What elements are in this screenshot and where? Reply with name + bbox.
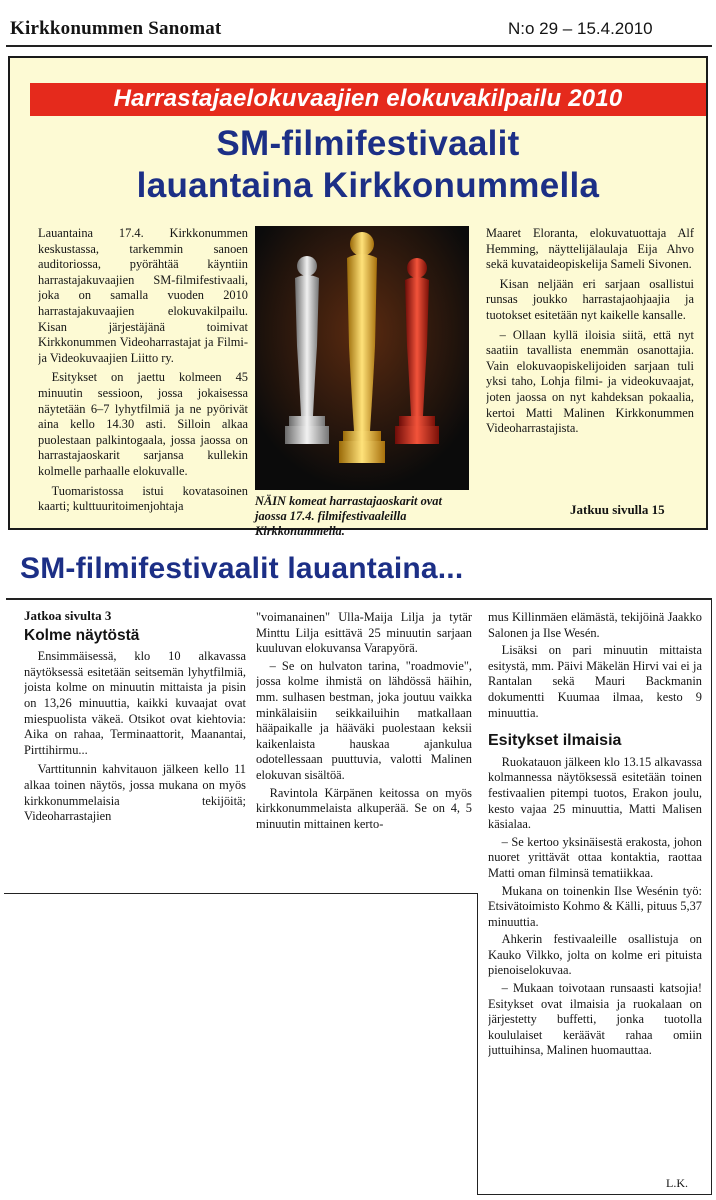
front-column-1 [38, 226, 248, 526]
continued-headline-bar [6, 546, 712, 600]
paragraph: Maaret Eloranta, elokuvatuottaja Alf Hemming, näyttelijälaulaja Eija Ahvo sekä kuvataideopiskelija Sameli Sivonen. [486, 226, 694, 272]
headline-line-2: lauantaina Kirkkonummella [136, 166, 600, 205]
paragraph: "voimanainen" Ulla-Maija Lilja ja tytär Minttu Lilja esittävä 25 minuutin sarjaan kuuluvan elokuvansa Varapyörä. [256, 610, 472, 656]
paragraph: Mukana on toinenkin Ilse Wesénin työ: Etsivätoimisto Kohmo & Källi, pituus 5,37 minuuttia. [488, 883, 702, 929]
paragraph: – Mukaan toivotaan runsaasti katsojia! Esitykset ovat ilmaisia ja ruokalaan on järjestetty buffetti, jonka tuotolla koululaiset keräävät rahaa omiin juttuihinsa, Malinen huomauttaa. [488, 981, 702, 1058]
paragraph: Ruokatauon jälkeen klo 13.15 alkavassa kolmannessa näytöksessä esitetään toinen festivaalien pitempi tuotos, Erakon joulu, kesto vajaa 25 minuuttia, Matti Malisen käsialaa. [488, 754, 702, 832]
cut-rule-horizontal [4, 893, 478, 894]
kicker-banner [30, 83, 706, 116]
paragraph: – Ollaan kyllä iloisia siitä, että nyt saatiin tavallista enemmän osanottajia. Vain elokuvaopiskelijoiden sarjaan tuli yksi taho, Lohja filmi- ja videokuvaajat, joten jaossa on nyt kahdeksan pokaalia, kertoi Matti Malinen Kirkkonummen Videoharrastajista. [486, 327, 694, 436]
continued-column-3 [488, 610, 702, 1170]
masthead-rule [6, 45, 712, 47]
masthead [0, 0, 716, 48]
subhead-esitykset-ilmaisia: Esitykset ilmaisia [488, 732, 622, 750]
front-column-3 [486, 226, 694, 490]
cut-rule-right [711, 598, 712, 1195]
paragraph: Ahkerin festivaaleille osallistuja on Kauko Vilkko, jolta on kolme eri pituista pienoiselokuvaa. [488, 932, 702, 978]
paragraph: – Se kertoo yksinäisestä erakosta, johon nuoret yrittävät ottaa kontaktia, raottaa Matti oman filminsä tematiikkaa. [488, 834, 702, 880]
cut-rule-bottom [477, 1194, 711, 1195]
photo-caption: NÄIN komeat harrastajaoskarit ovat jaossa 17.4. filmifestivaaleilla Kirkkonummella. [255, 494, 442, 538]
oscar-statuettes-photo [255, 226, 469, 490]
paragraph: mus Killinmäen elämästä, tekijöinä Jaakko Salonen ja Ilse Wesén. [488, 610, 702, 640]
paragraph: – Se on hulvaton tarina, "roadmovie", jossa kolme ihmistä on lähdössä häihin, mm. sulhasen bestman, joka joutuu vaikka minkälaisiin seikkailuihin matkallaan hääpaikalle ja hääväki puolestaan keksii kaikenlaista hauskaa ajankulua odotellessaan puuttuvia, valotti Malinen elokuvan sisältöä. [256, 658, 472, 782]
cut-rule-vertical [477, 893, 478, 1195]
issue-number: N:o 29 – 15.4.2010 [508, 19, 653, 38]
paragraph: Tuomaristossa istui kovatasoinen kaarti; kulttuuritoimenjohtaja [38, 483, 248, 514]
paragraph: Ravintola Kärpänen keitossa on myös kirkkonummelaista alkuperää. Se on 4, 5 minuutin mittainen kerto- [256, 785, 472, 831]
statuettes-illustration [255, 226, 469, 490]
subhead-kolme-naytosta: Kolme näytöstä [24, 626, 140, 644]
paragraph: Lisäksi on pari minuutin mittaista esitystä, mm. Päivi Mäkelän Hirvi vai ei ja Rantalan sekä Mauri Backmanin dokumentti Kuumaa ilmaa, kesto 9 minuuttia. [488, 643, 702, 720]
continued-from: Jatkoa sivulta 3 [24, 608, 112, 623]
continued-column-1 [24, 608, 246, 888]
continued-headline: SM-filmifestivaalit lauantaina... [20, 552, 464, 585]
paragraph: Kisan neljään eri sarjaan osallistui runsas joukko harrastajaohjaajia ja tuotokset esitetään nyt kaikelle kansalle. [486, 276, 694, 322]
paragraph: Esitykset on jaettu kolmeen 45 minuutin sessioon, jossa jokaisessa näytetään 6–7 lyhytfilmiä ja ne pyörivät aina kello 14.30 asti. Silloin alkaa puolestaan palkintogaala, jossa jaossa on harrastajaoskarit sarjansa kullekin kolmelle parhaalle elokuvalle. [38, 370, 248, 478]
paragraph: Varttitunnin kahvitauon jälkeen kello 11 alkaa toinen näytös, jossa mukana on myös kirkkonummelaisia tekijöitä; Videoharrastajien [24, 762, 246, 824]
continues-note: Jatkuu sivulla 15 [570, 502, 665, 517]
front-clipping [8, 56, 708, 538]
paper-name: Kirkkonummen Sanomat [10, 18, 222, 39]
paragraph: Lauantaina 17.4. Kirkkonummen keskustassa, tarkemmin sanoen auditoriossa, pyörähtää käyntiin harrastajakuvaajien SM-filmifestivaali, joka on samalla vuoden 2010 harrastajakuvaajien elokuvakilpailu. Kisan järjestäjänä toimivat Kirkkonummen Videoharrastajat ja Filmi- ja Videokuvaajien Liitto ry. [38, 226, 248, 365]
headline-line-1: SM-filmifestivaalit [216, 124, 520, 163]
continued-column-2 [256, 610, 472, 890]
author-signature: L.K. [666, 1176, 688, 1190]
paragraph: Ensimmäisessä, klo 10 alkavassa näytöksessä esitetään seitsemän lyhytfilmiä, joista kolme on minuutin mittaista ja pisin on 13,26 minuuttia, kaikki kuvaajat ovat miespuolista väkeä. Otsikot ovat kiehtovia: Aika on rahaa, Terminaattorit, Maanantai, Pirttihirmu... [24, 649, 246, 757]
kicker-text: Harrastajaelokuvaajien elokuvakilpailu 2010 [113, 85, 623, 112]
